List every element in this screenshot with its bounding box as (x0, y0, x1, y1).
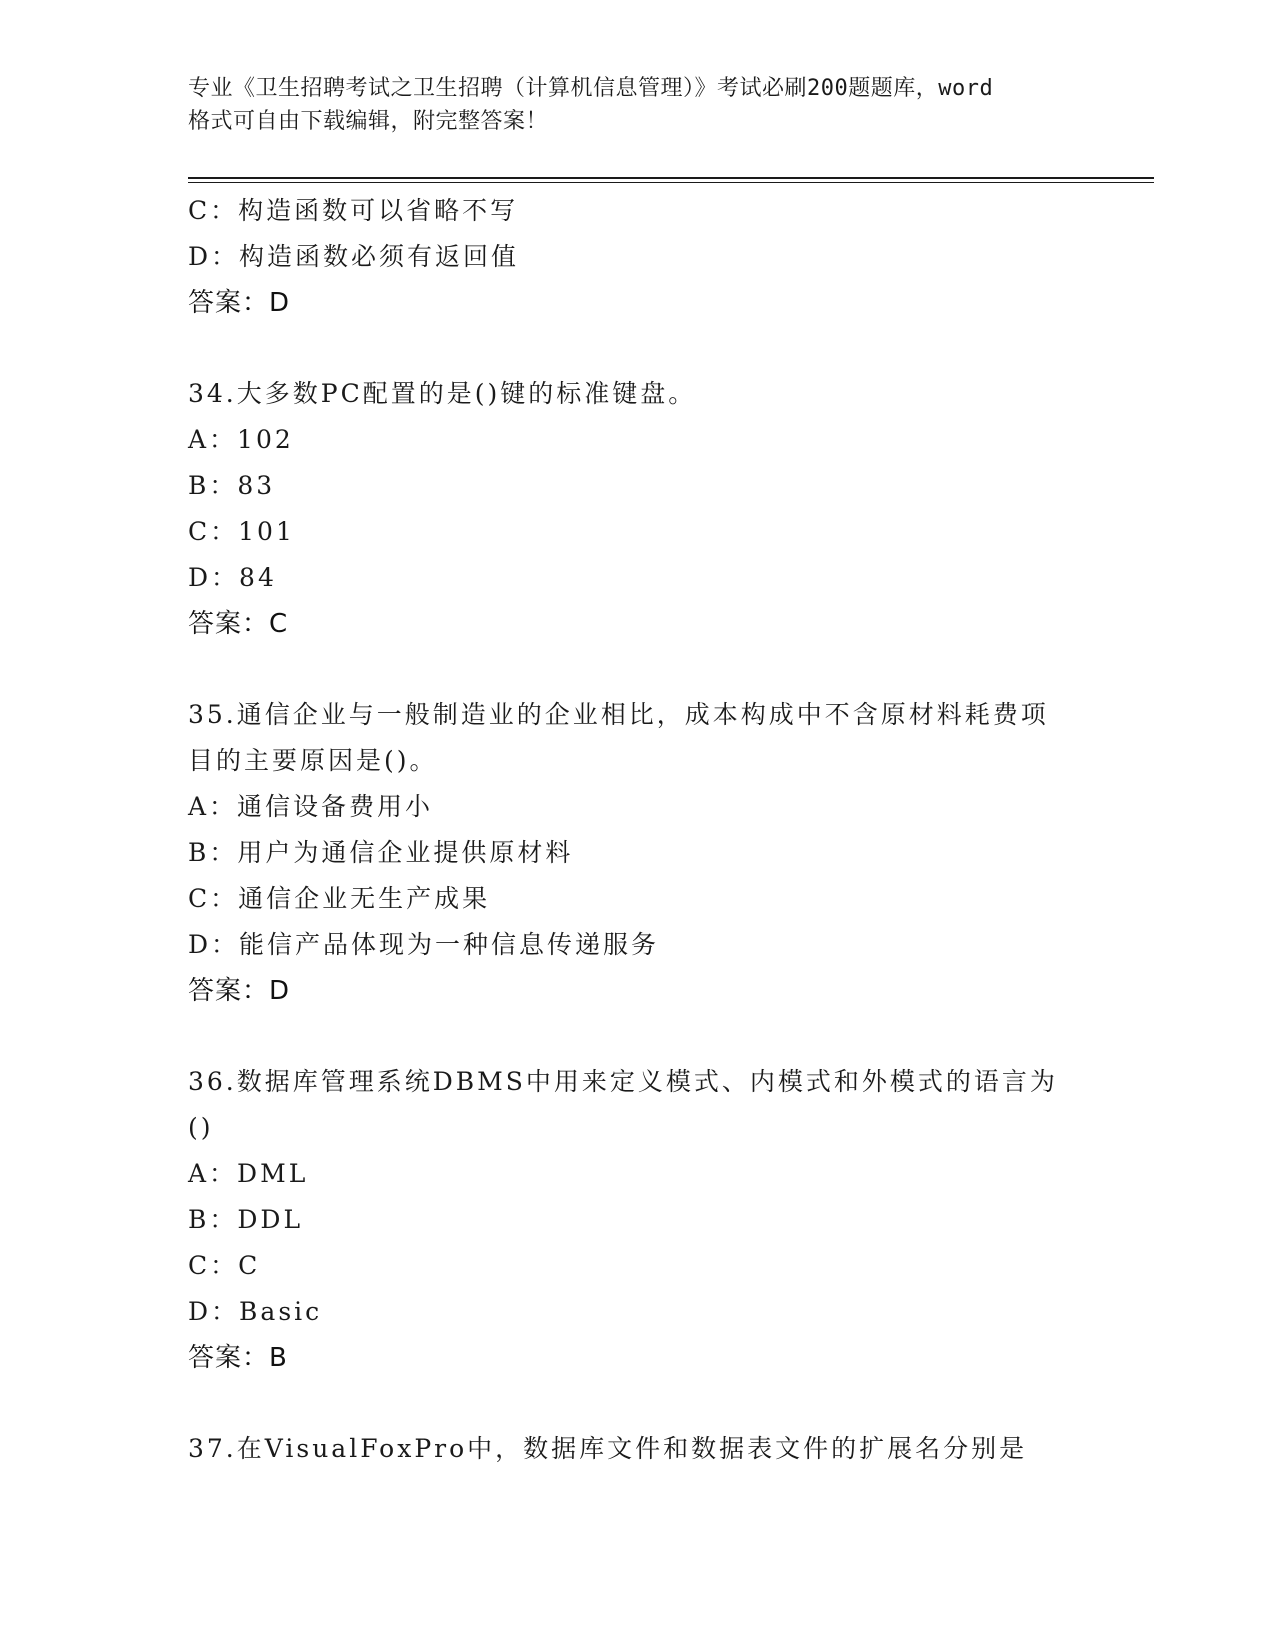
question-36 (188, 1059, 1088, 1381)
question-stem-line: 37.在VisualFoxPro中，数据库文件和数据表文件的扩展名分别是 (188, 1434, 1028, 1463)
option-c: C：C (188, 1251, 261, 1280)
option-d: D：84 (188, 563, 277, 592)
question-stem-line: 36.数据库管理系统DBMS中用来定义模式、内模式和外模式的语言为 (188, 1067, 1058, 1096)
question-stem (188, 1426, 1088, 1472)
spacer (188, 1381, 1088, 1426)
header-divider-thin (188, 182, 1154, 183)
option-b: B：DDL (188, 1205, 304, 1234)
question-stem (188, 692, 1088, 784)
option-d: D：构造函数必须有返回值 (188, 242, 520, 271)
question-stem (188, 371, 1088, 417)
option-c: C：构造函数可以省略不写 (188, 196, 519, 225)
spacer (188, 326, 1088, 371)
question-stem (188, 1059, 1088, 1151)
option-a: A：DML (188, 1159, 309, 1188)
option-c: C：通信企业无生产成果 (188, 884, 491, 913)
question-37 (188, 1426, 1088, 1472)
question-stem-line: 35.通信企业与一般制造业的企业相比，成本构成中不含原材料耗费项 (188, 700, 1049, 729)
option-d: D：能信产品体现为一种信息传递服务 (188, 930, 660, 959)
option-c: C：101 (188, 517, 295, 546)
answer: 答案：D (188, 976, 291, 1006)
question-35 (188, 692, 1088, 1014)
question-34 (188, 371, 1088, 647)
answer: 答案：C (188, 609, 289, 639)
question-list (188, 188, 1088, 1472)
question-stem-line: 34.大多数PC配置的是()键的标准键盘。 (188, 379, 697, 408)
spacer (188, 1014, 1088, 1059)
option-a: A：通信设备费用小 (188, 792, 434, 821)
header-line-1: 专业《卫生招聘考试之卫生招聘（计算机信息管理）》考试必刷200题题库，word (188, 76, 994, 101)
answer: 答案：D (188, 288, 291, 318)
question-stem-line: () (188, 1113, 214, 1142)
option-b: B：83 (188, 471, 276, 500)
spacer (188, 647, 1088, 692)
option-b: B：用户为通信企业提供原材料 (188, 838, 574, 867)
document-header (188, 72, 1088, 138)
option-d: D：Basic (188, 1297, 323, 1326)
header-divider-thick (188, 177, 1154, 179)
answer: 答案：B (188, 1343, 288, 1373)
question-33-continued (188, 188, 1088, 326)
option-a: A：102 (188, 425, 294, 454)
header-line-2: 格式可自由下载编辑，附完整答案！ (188, 109, 549, 134)
question-stem-line: 目的主要原因是()。 (188, 746, 438, 775)
